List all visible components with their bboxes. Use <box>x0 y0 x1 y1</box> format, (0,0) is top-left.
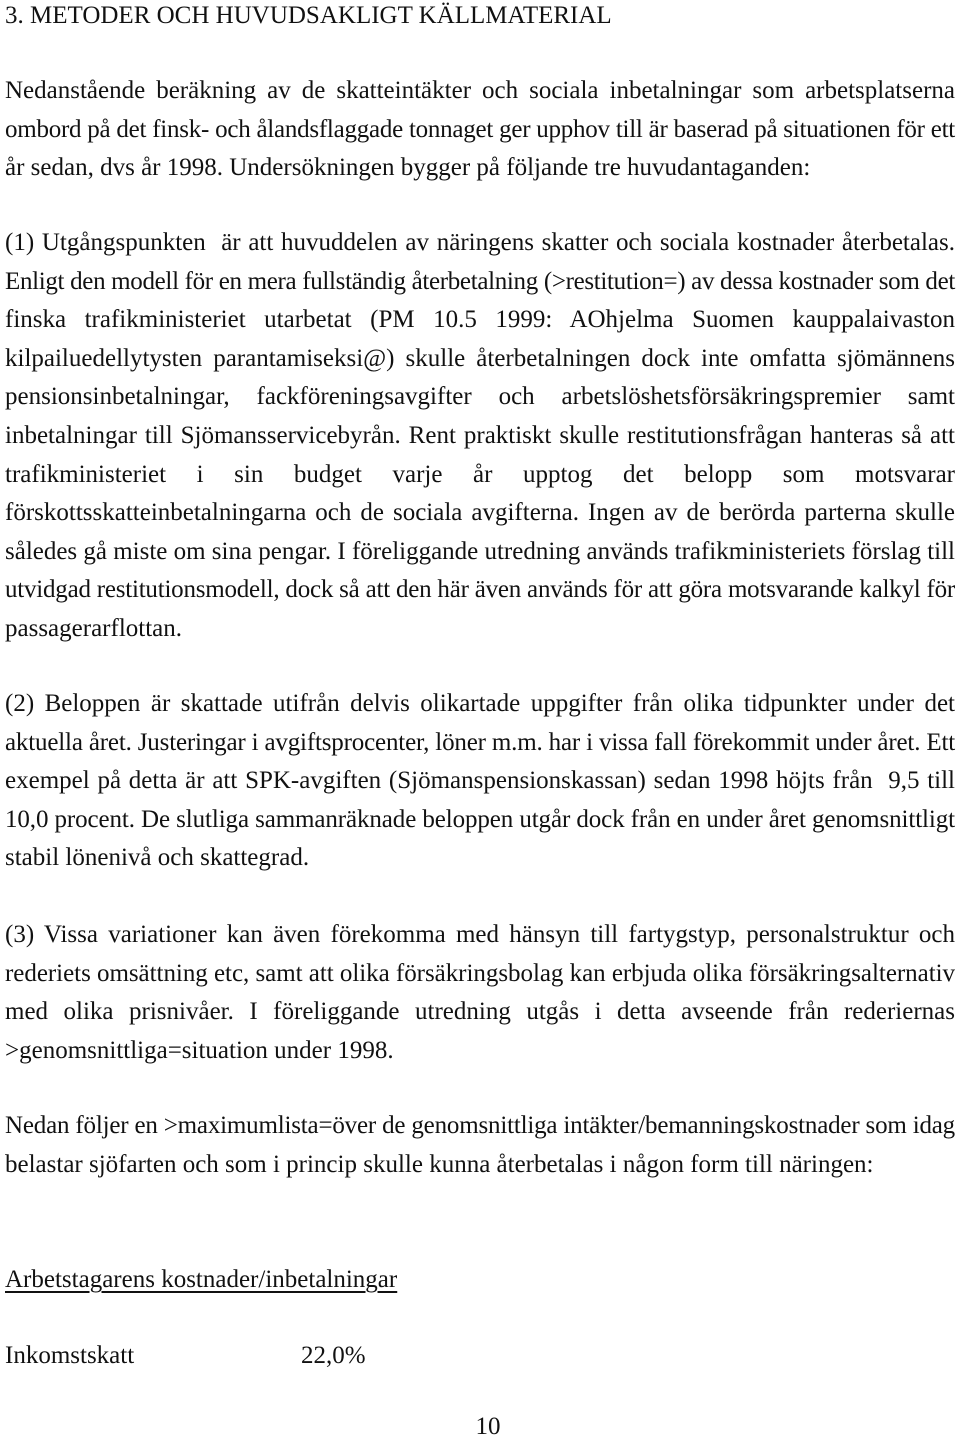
text-line: (2) Beloppen är skattade utifrån delvis olikartade uppgifter från olika tidpunkter under det <box>5 690 955 717</box>
text-line: således gå miste om sina pengar. I föreliggande utredning används trafikministeriets förslag till <box>5 537 955 565</box>
text-line: förskottsskatteinbetalningarna och de sociala avgifterna. Ingen av de berörda parterna skulle <box>5 499 955 527</box>
text-line: stabil lönenivå och skattegrad. <box>5 844 310 872</box>
text-line: 10,0 procent. De slutliga sammanräknade beloppen utgår dock från en under året genomsnittligt <box>5 805 955 833</box>
cost-value: 22,0% <box>301 1342 366 1369</box>
text-line: Nedanstående beräkning av de skatteintäkter och sociala inbetalningar som arbetsplatserna <box>5 77 955 104</box>
cost-subheading <box>5 1261 955 1300</box>
paragraph-intro <box>5 72 955 188</box>
text-line: pensionsinbetalningar, fackföreningsavgifter och arbetslöshetsförsäkringspremier samt <box>5 383 955 411</box>
text-line: (1) Utgångspunkten är att huvuddelen av näringens skatter och sociala kostnader återbetalas. <box>5 229 955 256</box>
paragraph-assumption-2 <box>5 685 955 878</box>
text-line: utvidgad restitutionsmodell, dock så att den här även används för att göra motsvarande kalkyl för <box>5 576 955 604</box>
page-number: 10 <box>475 1413 501 1440</box>
text-line: år sedan, dvs år 1998. Undersökningen bygger på följande tre huvudantaganden: <box>5 154 811 182</box>
text-line: ombord på det finsk- och ålandsflaggade tonnaget ger upphov till är baserad på situationen för ett <box>5 115 955 143</box>
text-line: med olika prisnivåer. I föreliggande utredning utgås i detta avseende från rederiernas <box>5 998 955 1026</box>
text-line: inbetalningar till Sjömansservicebyrån. Rent praktiskt skulle restitutionsfrågan hanteras så att <box>5 421 955 449</box>
text-line: rederiets omsättning etc, samt att olika försäkringsbolag kan erbjuda olika försäkringsalternativ <box>5 959 955 987</box>
text-line: >genomsnittliga=situation under 1998. <box>5 1036 394 1064</box>
text-line: kilpailuedellytysten parantamiseksi@) skulle återbetalningen dock inte omfatta sjömännens <box>5 344 955 372</box>
cost-row <box>5 1337 955 1376</box>
text-line: belastar sjöfarten och som i princip skulle kunna återbetalas i någon form till näringen: <box>5 1150 874 1178</box>
text-line: (3) Vissa variationer kan även förekomma med hänsyn till fartygstyp, personalstruktur och <box>5 921 955 948</box>
text-line: Nedan följer en >maximumlista=över de genomsnittliga intäkter/bemanningskostnader som idag <box>5 1112 955 1139</box>
cost-label: Inkomstskatt <box>5 1342 135 1369</box>
paragraph-assumption-3 <box>5 916 955 1070</box>
text-line: Enligt den modell för en mera fullständig återbetalning (>restitution=) av dessa kostnader som det <box>5 267 955 295</box>
paragraph-list-intro <box>5 1107 955 1184</box>
text-line: aktuella året. Justeringar i avgiftsprocenter, löner m.m. har i vissa fall förekommit under året. Ett <box>5 728 955 756</box>
subheading-text: Arbetstagarens kostnader/inbetalningar <box>5 1266 398 1293</box>
text-line: exempel på detta är att SPK-avgiften (Sjömanspensionskassan) sedan 1998 höjts från 9,5 till <box>5 767 955 795</box>
text-line: passagerarflottan. <box>5 614 183 642</box>
paragraph-assumption-1 <box>5 224 955 649</box>
text-line: finska trafikministeriet utarbetat (PM 10.5 1999: AOhjelma Suomen kauppalaivaston <box>5 306 955 334</box>
section-heading: 3. METODER OCH HUVUDSAKLIGT KÄLLMATERIAL <box>5 2 612 29</box>
text-line: trafikministeriet i sin budget varje år upptog det belopp som motsvarar <box>5 460 955 488</box>
